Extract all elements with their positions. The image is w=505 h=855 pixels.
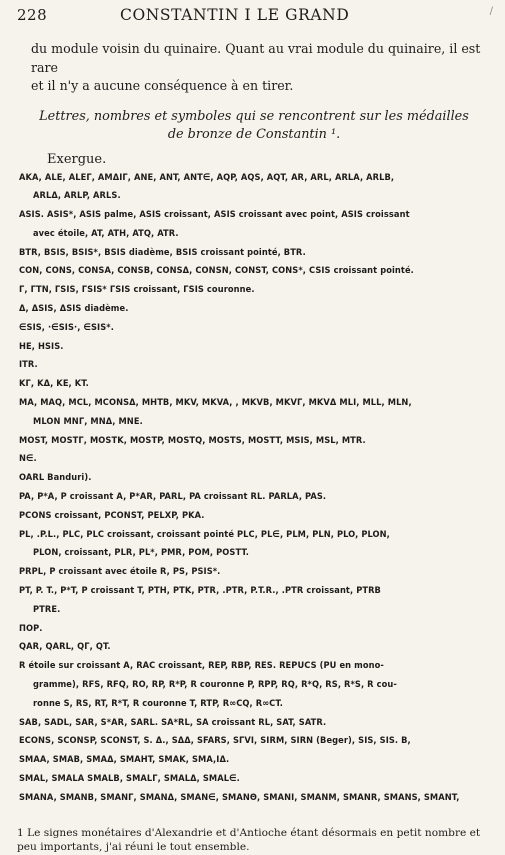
footnote-line: 1 Le signes monétaires d'Alexandrie et d'Antioche étant désormais en petit nombre et [17,826,481,839]
list-item [19,657,491,713]
entry-line: SMANA, SMANB, SMANΓ, SMANΔ, SMAN∈, SMANΘ, SMANI, SMANM, SMANR, SMANS, SMANT, [19,791,460,803]
list-item [19,244,491,263]
entry-line: Γ, ΓΤΝ, ΓSIS, ΓSIS* ΓSIS croissant, ΓSIS couronne. [19,284,255,296]
entry-line: PRPL, P croissant avec étoile R, PS, PSIS*. [19,566,221,578]
entry-line: PT, P. T., P*T, P croissant T, PTH, PTK, PTR, .PTR, P.T.R., .PTR croissant, PTRB [19,585,381,597]
entry-line: OARL Banduri). [19,472,92,484]
entry-continuation: ronne S, RS, RT, R*T, R couronne T, RTP, R∞CQ, R∞CT. [33,697,283,709]
list-item [19,319,491,338]
list-item [19,582,491,620]
list-item [19,507,491,526]
intro-line: et il n'y a aucune conséquence à en tirer. [31,78,294,93]
entry-line: BTR, BSIS, BSIS*, BSIS diadème, BSIS croissant pointé, BTR. [19,246,306,258]
entry-line: N∈. [19,453,37,465]
list-item [19,789,491,808]
mintmark-list [19,169,491,808]
list-item [19,770,491,789]
entry-continuation: MLON MNΓ, MNΔ, MNE. [33,415,143,427]
entry-continuation: PTRE. [33,603,61,615]
footnote-line: peu importants, j'ai réuni le tout ensemble. [17,841,250,854]
list-item [19,432,491,451]
section-title-line: de bronze de Constantin ¹. [167,127,341,142]
list-item [19,300,491,319]
list-item [19,563,491,582]
entry-line: AKA, ALE, ALEΓ, AMΔIΓ, ANE, ANT, ANT∈, AQP, AQS, AQT, AR, ARL, ARLA, ARLB, [19,171,395,183]
entry-line: SMAL, SMALA SMALB, SMALΓ, SMALΔ, SMAL∈. [19,773,240,784]
intro-paragraph [31,40,491,96]
page-number: 228 [17,6,48,24]
entry-line: PCONS croissant, PCONST, PELXP, PKA. [19,509,205,521]
section-title [17,108,491,145]
entry-line: KΓ, KΔ, KE, KT. [19,378,89,390]
entry-line: ITR. [19,359,38,371]
list-item [19,338,491,357]
entry-line: HE, HSIS. [19,340,64,352]
list-item [19,526,491,564]
entry-continuation: ARLΔ, ARLP, ARLS. [33,190,121,202]
running-title: CONSTANTIN I LE GRAND [120,6,350,24]
entry-line: ECONS, SCONSP, SCONST, S. Δ., SΔΔ, SFARS, SΓVI, SIRM, SIRN (Beger), SIS, SIS. B, [19,735,411,747]
intro-line: du module voisin du quinaire. Quant au vrai module du quinaire, il est rare [31,41,481,75]
list-item [19,206,491,244]
entry-line: Δ, ΔSIS, ΔSIS diadème. [19,303,129,315]
page-header [17,6,491,30]
list-item [19,488,491,507]
list-item [19,394,491,432]
corner-mark: / [489,6,493,17]
exergue-heading: Exergue. [47,151,107,167]
entry-line: ASIS. ASIS*, ASIS palme, ASIS croissant, ASIS croissant avec point, ASIS croissant [19,209,410,221]
footnote [17,826,491,855]
entry-line: CON, CONS, CONSA, CONSB, CONSΔ, CONSN, CONST, CONS*, CSIS croissant pointé. [19,265,414,277]
entry-line: MOST, MOSTΓ, MOSTK, MOSTP, MOSTQ, MOSTS, MOSTT, MSIS, MSL, MTR. [19,434,366,446]
entry-line: MA, MAQ, MCL, MCONSΔ, MHTB, MKV, MKVA, , MKVB, MKVΓ, MKVΔ MLI, MLL, MLN, [19,397,412,409]
entry-line: SMAA, SMAB, SMAΔ, SMAHT, SMAK, SMA,IΔ. [19,754,230,766]
list-item [19,262,491,281]
entry-line: SAB, SADL, SAR, S*AR, SARL. SA*RL, SA croissant RL, SAT, SATR. [19,716,327,728]
entry-line: R étoile sur croissant A, RAC croissant, REP, RBP, RES. REPUCS (PU en mono- [19,660,384,672]
list-item [19,356,491,375]
entry-continuation: PLON, croissant, PLR, PL*, PMR, POM, POSTT. [33,547,249,559]
entry-continuation: avec étoile, AT, ATH, ATQ, ATR. [33,227,179,239]
entry-line: PA, P*A, P croissant A, P*AR, PARL, PA croissant RL. PARLA, PAS. [19,491,327,503]
list-item [19,620,491,639]
page [17,0,493,854]
section-title-line: Lettres, nombres et symboles qui se rencontrent sur les médailles [39,108,469,124]
list-item [19,169,491,207]
entry-continuation: gramme), RFS, RFQ, RO, RP, R*P, R couronne P, RPP, RQ, R*Q, RS, R*S, R cou- [33,679,397,691]
list-item [19,732,491,751]
list-item [19,714,491,733]
entry-line: ПОР. [19,622,43,634]
entry-line: QAR, QARL, QΓ, QT. [19,641,111,653]
list-item [19,375,491,394]
list-item [19,638,491,657]
list-item [19,751,491,770]
list-item [19,450,491,469]
list-item [19,281,491,300]
entry-line: PL, .P.L., PLC, PLC croissant, croissant pointé PLC, PL∈, PLM, PLN, PLO, PLON, [19,528,390,540]
list-item [19,469,491,488]
entry-line: ∈SIS, ·∈SIS·, ∈SIS*. [19,321,114,333]
